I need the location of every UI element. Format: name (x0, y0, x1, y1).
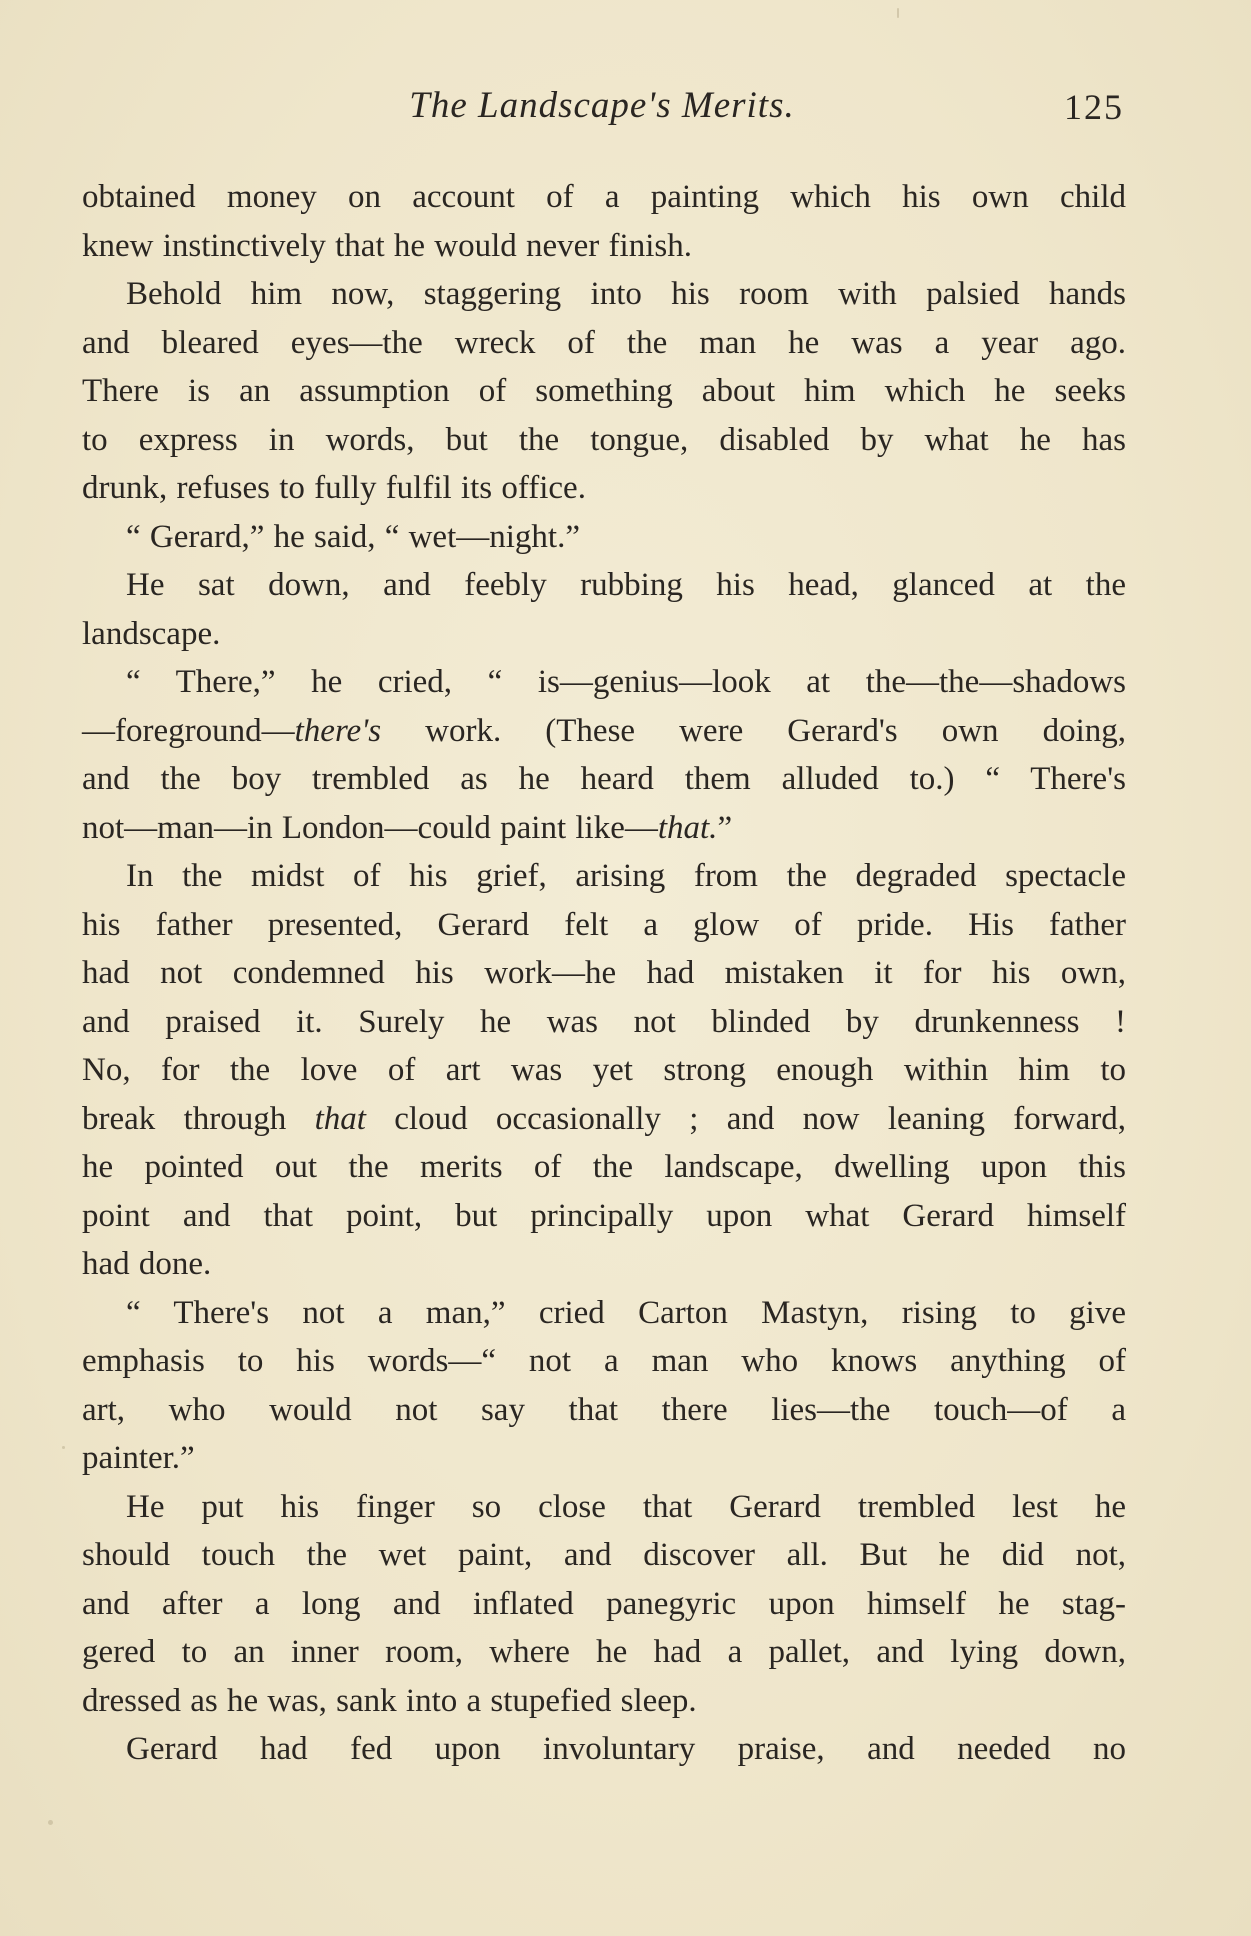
text-line: should touch the wet paint, and discover all. But he did not, (82, 1537, 1126, 1573)
text-line (82, 804, 1126, 853)
page-number: 125 (1064, 87, 1124, 127)
text-line: his father presented, Gerard felt a glow of pride. His father (82, 906, 1126, 943)
text-line: He sat down, and feebly rubbing his head, glanced at the (126, 567, 1126, 603)
text-line: dressed as he was, sank into a stupefied sleep. (82, 1682, 697, 1719)
text-segment: work. (These were Gerard's own doing, (381, 712, 1126, 749)
text-segment: ” (717, 809, 733, 846)
italic-word: that (314, 1100, 366, 1137)
text-line: and after a long and inflated panegyric upon himself he stag- (82, 1585, 1126, 1622)
text-line: had done. (82, 1246, 212, 1282)
paper-speck (62, 1446, 65, 1449)
text-segment: —foreground— (82, 712, 295, 749)
text-line: gered to an inner room, where he had a pallet, and lying down, (82, 1634, 1126, 1670)
text-line: drunk, refuses to fully fulfil its office. (82, 470, 586, 506)
text-line: He put his finger so close that Gerard trembled lest he (126, 1488, 1126, 1525)
text-segment: not—man—in London—could paint like— (82, 809, 658, 846)
text-segment: break through (82, 1100, 315, 1137)
text-line: “ Gerard,” he said, “ wet—night.” (126, 518, 580, 555)
running-head (82, 82, 1122, 130)
text-line: landscape. (82, 615, 221, 652)
paper-speck (897, 8, 899, 18)
text-line: obtained money on account of a painting which his own child (82, 179, 1126, 215)
text-line: to express in words, but the tongue, disabled by what he has (82, 421, 1126, 458)
text-line: knew instinctively that he would never finish. (82, 227, 692, 264)
running-title: The Landscape's Merits. (409, 85, 795, 126)
text-line (82, 707, 1126, 756)
text-line: point and that point, but principally upon what Gerard himself (82, 1197, 1126, 1234)
text-line: and the boy trembled as he heard them alluded to.) “ There's (82, 761, 1126, 797)
text-line: Gerard had fed upon involuntary praise, and needed no (126, 1731, 1126, 1767)
text-line: art, who would not say that there lies—the touch—of a (82, 1391, 1126, 1428)
text-line: painter.” (82, 1440, 195, 1476)
italic-word: there's (294, 712, 382, 749)
text-line: In the midst of his grief, arising from the degraded spectacle (126, 858, 1126, 894)
text-line: “ There's not a man,” cried Carton Mastyn, rising to give (126, 1294, 1126, 1331)
text-line: emphasis to his words—“ not a man who knows anything of (82, 1343, 1126, 1379)
body-text (82, 173, 1126, 1774)
text-line: There is an assumption of something about him which he seeks (82, 373, 1126, 409)
text-line: “ There,” he cried, “ is—genius—look at the—the—shadows (126, 664, 1126, 700)
text-line (82, 1095, 1126, 1144)
text-line: Behold him now, staggering into his room with palsied hands (126, 276, 1126, 312)
text-line: No, for the love of art was yet strong enough within him to (82, 1052, 1126, 1088)
paper-speck (48, 1820, 53, 1825)
text-line: he pointed out the merits of the landscape, dwelling upon this (82, 1149, 1126, 1185)
text-line: and bleared eyes—the wreck of the man he was a year ago. (82, 324, 1126, 361)
italic-word: that. (657, 809, 718, 846)
text-line: had not condemned his work—he had mistaken it for his own, (82, 955, 1126, 991)
text-segment: cloud occasionally ; and now leaning forward, (365, 1100, 1126, 1137)
text-line: and praised it. Surely he was not blinded by drunkenness ! (82, 1003, 1126, 1040)
